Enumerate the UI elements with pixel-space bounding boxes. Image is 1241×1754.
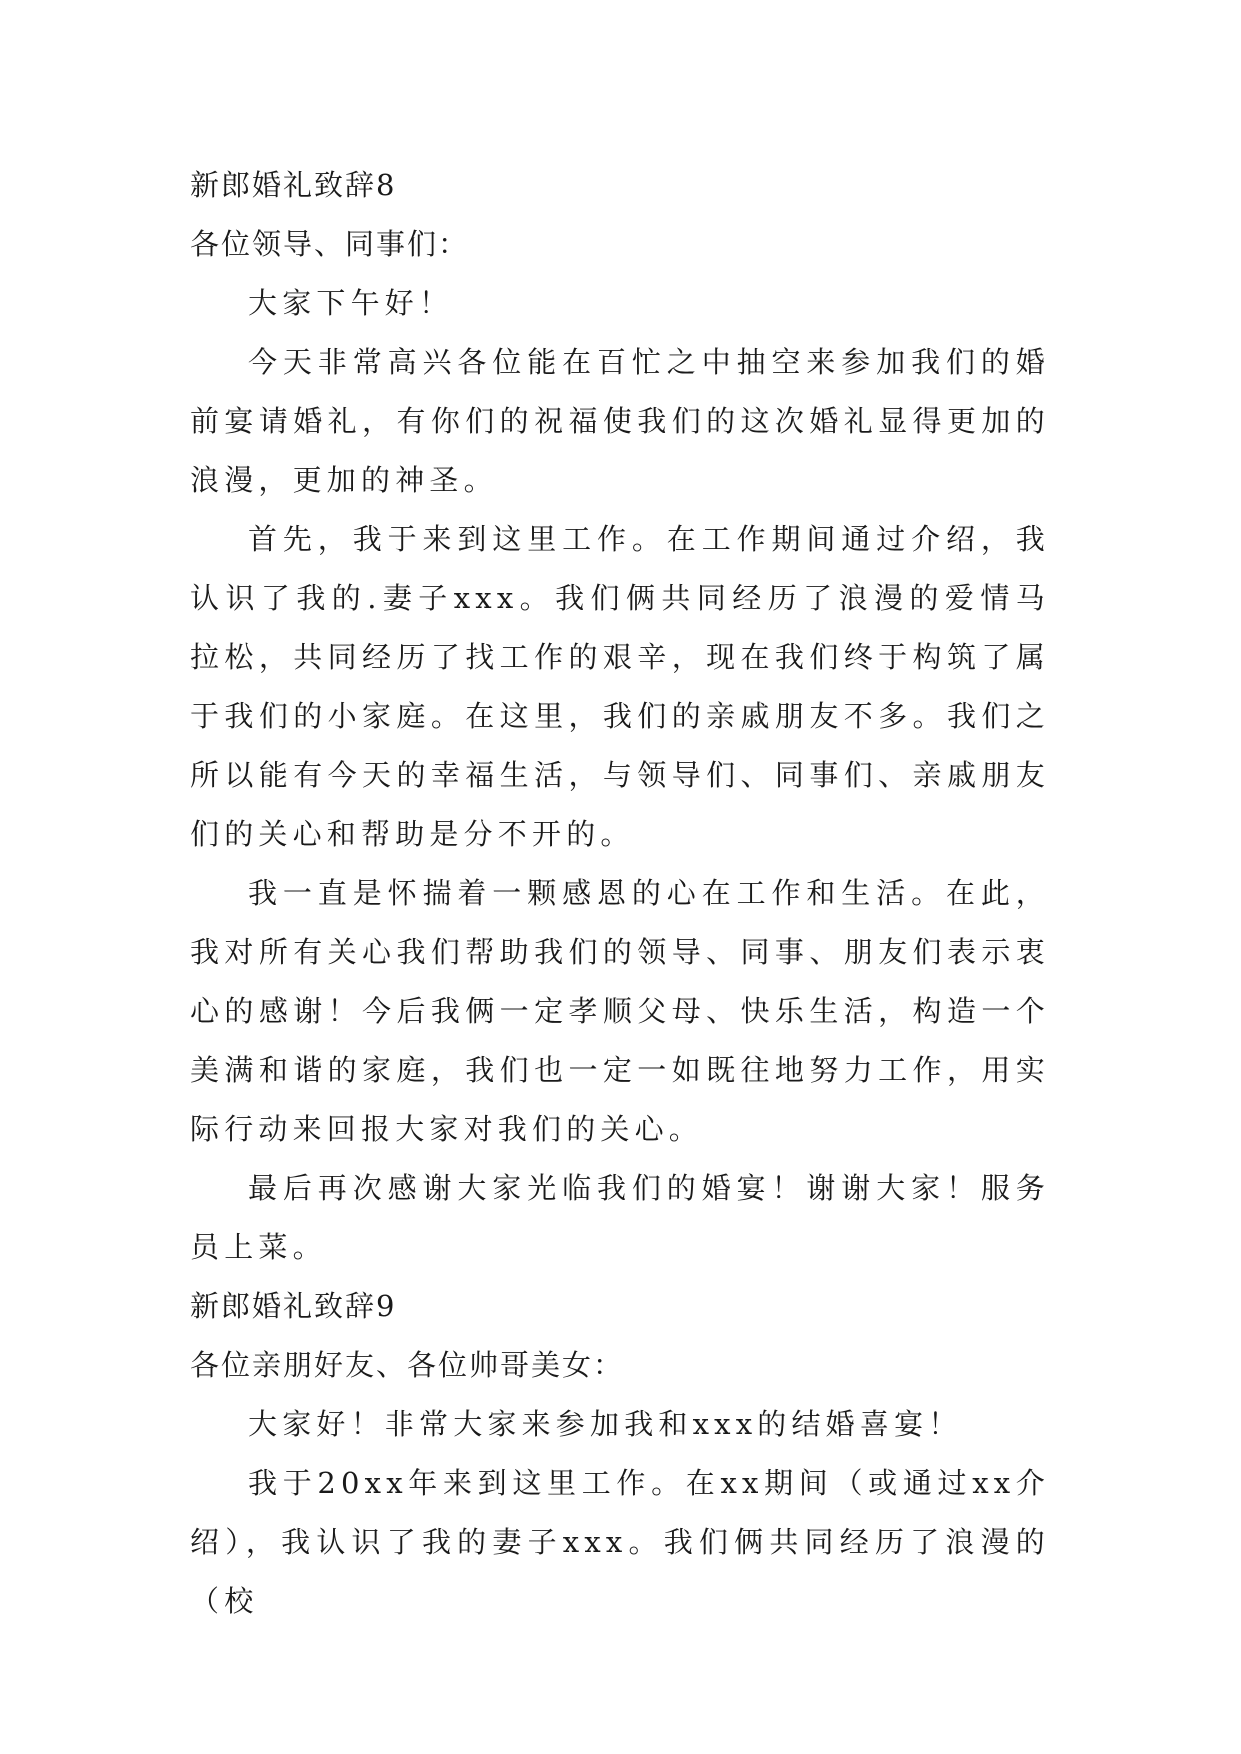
salutation: 各位亲朋好友、各位帅哥美女：: [190, 1348, 625, 1382]
paragraph: 大家好！非常大家来参加我和xxx的结婚喜宴！: [248, 1407, 963, 1441]
salutation: 各位领导、同事们：: [190, 227, 470, 261]
paragraph: 首先，我于来到这里工作。在工作期间通过介绍，我认识了我的.妻子xxx。我们俩共同经历了浪漫的爱情马拉松，共同经历了找工作的艰辛，现在我们终于构筑了属于我们的小家庭。在这里，我们的亲戚朋友不多。我们之所以能有今天的幸福生活，与领导们、同事们、亲戚朋友们的关心和帮助是分不开的。: [190, 522, 1050, 851]
section-title: 新郎婚礼致辞9: [190, 1289, 397, 1323]
document-body: [190, 156, 1050, 1631]
paragraph: 我一直是怀揣着一颗感恩的心在工作和生活。在此，我对所有关心我们帮助我们的领导、同事、朋友们表示衷心的感谢！今后我俩一定孝顺父母、快乐生活，构造一个美满和谐的家庭，我们也一定一如既往地努力工作，用实际行动来回报大家对我们的关心。: [190, 876, 1050, 1146]
section-title: 新郎婚礼致辞8: [190, 168, 397, 202]
paragraph: 大家下午好！: [248, 286, 454, 320]
paragraph: 我于20xx年来到这里工作。在xx期间（或通过xx介绍），我认识了我的妻子xxx。我们俩共同经历了浪漫的（校: [190, 1466, 1050, 1618]
paragraph: 最后再次感谢大家光临我们的婚宴！谢谢大家！服务员上菜。: [190, 1171, 1050, 1264]
paragraph: 今天非常高兴各位能在百忙之中抽空来参加我们的婚前宴请婚礼，有你们的祝福使我们的这次婚礼显得更加的浪漫，更加的神圣。: [190, 345, 1050, 497]
